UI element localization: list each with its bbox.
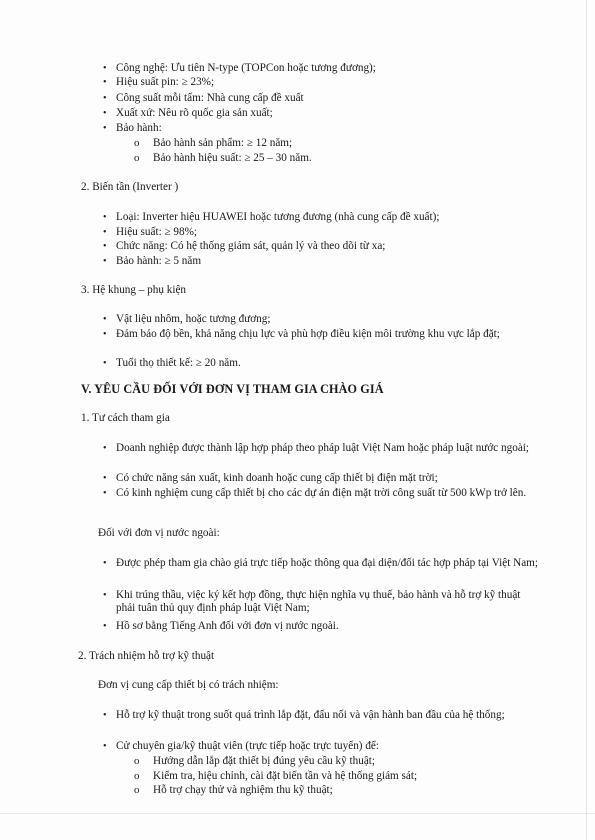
sub-bullet: o — [134, 152, 140, 164]
bullet: • — [103, 123, 107, 134]
bullet: • — [103, 63, 107, 74]
list-item: Có kinh nghiệm cung cấp thiết bị cho các dự án điện mặt trời công suất từ 500 kWp trở lên. — [116, 487, 527, 499]
bullet: • — [103, 473, 107, 484]
bullet: • — [103, 558, 107, 569]
sub-list-item: Hướng dẫn lắp đặt thiết bị đúng yêu cầu kỹ thuật; — [153, 755, 376, 767]
list-item: Cử chuyên gia/kỹ thuật viên (trực tiếp hoặc trực tuyến) để: — [116, 740, 379, 752]
bullet: • — [103, 443, 107, 454]
list-item: Hồ sơ bằng Tiếng Anh đối với đơn vị nước ngoài. — [116, 620, 339, 632]
list-item: Hiệu suất: ≥ 98%; — [116, 226, 198, 238]
bullet: • — [103, 93, 107, 104]
list-item: Doanh nghiệp được thành lập hợp pháp theo pháp luật Việt Nam hoặc pháp luật nước ngoài; — [116, 442, 529, 454]
sub-bullet: o — [134, 755, 140, 767]
page-edge-bottom — [0, 813, 595, 814]
sub-bullet: o — [134, 137, 140, 149]
sub-list-item: Kiểm tra, hiệu chỉnh, cài đặt biến tần và hệ thống giám sát; — [153, 770, 418, 782]
bullet: • — [103, 358, 107, 369]
subsection-heading: 2. Biến tần (Inverter ) — [81, 181, 179, 193]
list-item: Được phép tham gia chào giá trực tiếp hoặc thông qua đại diện/đối tác hợp pháp tại Việt Nam; — [116, 557, 538, 569]
paragraph: Đơn vị cung cấp thiết bị có trách nhiệm: — [98, 679, 279, 691]
list-item: Hỗ trợ kỹ thuật trong suốt quá trình lắp đặt, đấu nối và vận hành ban đầu của hệ thống; — [116, 709, 505, 721]
list-item: Xuất xứ: Nêu rõ quốc gia sản xuất; — [116, 107, 273, 119]
sub-list-item: Bảo hành sản phẩm: ≥ 12 năm; — [153, 137, 293, 149]
sub-list-item: Hỗ trợ chạy thử và nghiệm thu kỹ thuật; — [153, 784, 333, 796]
list-item: Bảo hành: ≥ 5 năm — [116, 255, 202, 267]
sub-bullet: o — [134, 770, 140, 782]
bullet: • — [103, 227, 107, 238]
bullet: • — [103, 314, 107, 325]
list-item: Công suất mỗi tấm: Nhà cung cấp đề xuất — [116, 92, 304, 104]
list-item: Đảm bảo độ bền, khả năng chịu lực và phù hợp điều kiện môi trường khu vực lắp đặt; — [116, 328, 500, 340]
page-edge — [586, 0, 587, 840]
list-item: Loại: Inverter hiệu HUAWEI hoặc tương đương (nhà cung cấp đề xuất); — [116, 211, 440, 223]
list-item: Có chức năng sản xuất, kinh doanh hoặc cung cấp thiết bị điện mặt trời; — [116, 472, 438, 484]
subsection-heading: 1. Tư cách tham gia — [81, 412, 170, 424]
list-item: Hiệu suất pin: ≥ 23%; — [116, 76, 215, 88]
bullet: • — [103, 621, 107, 632]
bullet: • — [103, 590, 107, 601]
bullet: • — [103, 256, 107, 267]
subsection-heading: 2. Trách nhiệm hỗ trợ kỹ thuật — [78, 650, 215, 662]
section-title: V. YÊU CẦU ĐỐI VỚI ĐƠN VỊ THAM GIA CHÀO GIÁ — [81, 382, 384, 396]
bullet: • — [103, 488, 107, 499]
bullet: • — [103, 741, 107, 752]
list-item: Chức năng: Có hệ thống giám sát, quản lý và theo dõi từ xa; — [116, 240, 386, 252]
sub-list-item: Bảo hành hiệu suất: ≥ 25 – 30 năm. — [153, 152, 312, 164]
list-item: Công nghệ: Ưu tiên N-type (TOPCon hoặc tương đương); — [116, 62, 376, 74]
paragraph: Đối với đơn vị nước ngoài: — [98, 527, 220, 539]
list-item: Khi trúng thầu, việc ký kết hợp đồng, thực hiện nghĩa vụ thuế, bảo hành và hỗ trợ kỹ thuật phải tuân thủ quy định pháp luật Việt Nam; — [116, 589, 521, 614]
bullet: • — [103, 212, 107, 223]
bullet: • — [103, 108, 107, 119]
bullet: • — [103, 241, 107, 252]
bullet: • — [103, 77, 107, 88]
bullet: • — [103, 329, 107, 340]
bullet: • — [103, 710, 107, 721]
list-item: Tuổi thọ thiết kế: ≥ 20 năm. — [116, 357, 241, 369]
list-item: Bảo hành: — [116, 122, 162, 134]
sub-bullet: o — [134, 784, 140, 796]
list-item: Vật liệu nhôm, hoặc tương đương; — [116, 313, 271, 325]
subsection-heading: 3. Hệ khung – phụ kiện — [81, 284, 187, 296]
